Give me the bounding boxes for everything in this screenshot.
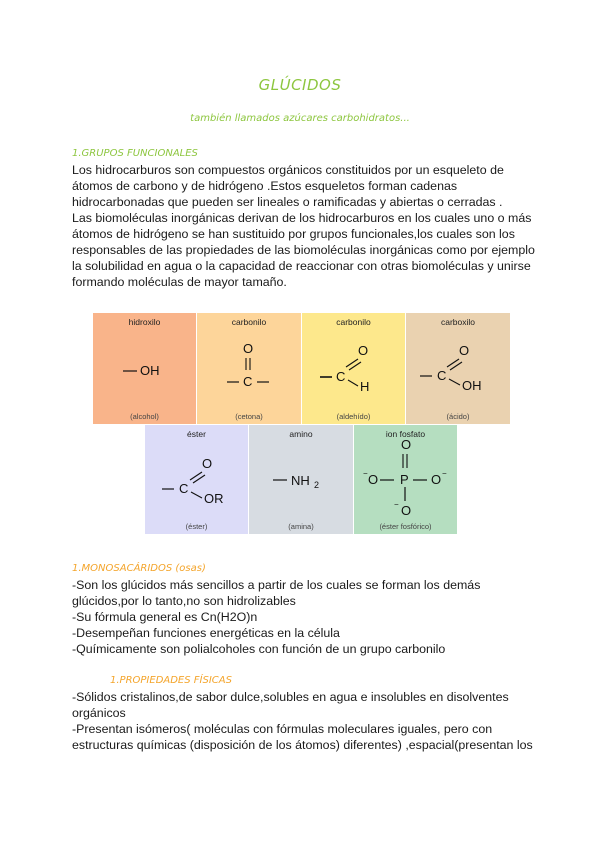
page-title: GLÚCIDOS	[258, 76, 342, 94]
svg-text:O: O	[202, 456, 213, 471]
group-caption: (amina)	[288, 522, 314, 531]
section-heading-propiedades: 1.PROPIEDADES FÍSICAS	[110, 675, 232, 686]
svg-text:O: O	[401, 437, 412, 452]
svg-text:O: O	[358, 343, 369, 358]
section-text-propiedades	[72, 689, 532, 753]
phosphate-structure	[354, 425, 457, 534]
svg-text:O: O	[401, 503, 412, 518]
group-hydroxyl	[93, 313, 196, 424]
svg-text:NH: NH	[291, 473, 310, 488]
group-caption: (éster)	[185, 522, 208, 531]
svg-text:OH: OH	[140, 363, 160, 378]
group-caption: (cetona)	[235, 412, 263, 421]
group-name: amino	[289, 429, 313, 439]
group-ketone	[197, 313, 301, 424]
text-line: estructuras químicas (disposición de los átomos) diferentes) ,espacial(presentan los	[72, 738, 533, 752]
section-heading-monosacaridos: 1.MONOSACÁRIDOS (osas)	[72, 563, 206, 574]
text-line: hidrocarbonadas que pueden ser lineales o ramificadas y abiertas o cerradas .	[72, 195, 503, 209]
text-line: -Presentan isómeros( moléculas con fórmulas moleculares iguales, pero con	[72, 722, 493, 736]
svg-text:O: O	[243, 341, 254, 356]
group-phosphate	[354, 425, 457, 534]
group-name: carbonilo	[336, 317, 371, 327]
section-heading-grupos: 1.GRUPOS FUNCIONALES	[72, 148, 198, 159]
section-text-monosacaridos	[72, 577, 532, 657]
group-name: carbonilo	[231, 317, 267, 327]
group-ester	[145, 425, 248, 534]
amino-structure	[249, 425, 353, 534]
text-line: orgánicos	[72, 706, 126, 720]
svg-text:P: P	[400, 472, 409, 487]
text-line: glúcidos,por lo tanto,no son hidrolizables	[72, 594, 296, 608]
svg-text:C: C	[437, 368, 447, 383]
text-line: -Su fórmula general es Cn(H2O)n	[72, 610, 258, 624]
svg-text:O: O	[459, 343, 470, 358]
ester-structure	[145, 425, 248, 534]
ketone-structure	[197, 313, 301, 424]
aldehyde-structure	[302, 313, 405, 424]
text-line: -Desempeñan funciones energéticas en la célula	[72, 626, 340, 640]
svg-text:C: C	[336, 369, 346, 384]
text-line: Los hidrocarburos son compuestos orgánicos constituidos por un esqueleto de	[72, 163, 504, 177]
svg-text:−: −	[394, 500, 399, 509]
text-line: -Son los glúcidos más sencillos a partir de los cuales se forman los demás	[72, 578, 481, 592]
group-caption: (ácido)	[446, 412, 470, 421]
svg-text:O: O	[368, 472, 379, 487]
text-line: formando moléculas de mayor tamaño.	[72, 275, 287, 289]
svg-text:O: O	[431, 472, 442, 487]
svg-text:C: C	[243, 374, 253, 389]
group-name: carboxilo	[440, 317, 476, 327]
svg-text:OR: OR	[204, 491, 224, 506]
svg-text:2: 2	[314, 480, 320, 490]
group-amino	[249, 425, 353, 534]
text-line: Las biomoléculas inorgánicas derivan de los hidrocarburos en los cuales uno o más	[72, 211, 532, 225]
carboxyl-structure	[406, 313, 510, 424]
group-name: hidroxilo	[128, 317, 161, 327]
group-caption: (éster fosfórico)	[379, 522, 432, 531]
group-name: ion fosfato	[385, 429, 426, 439]
svg-text:C: C	[179, 481, 189, 496]
text-line: átomos de carbono y de hidrógeno .Estos esqueletos forman cadenas	[72, 179, 458, 193]
svg-text:−: −	[442, 469, 447, 478]
svg-text:−: −	[363, 469, 368, 478]
text-line: la solubilidad en agua o la capacidad de reaccionar con otras biomoléculas y unirse	[72, 259, 531, 273]
hydroxyl-structure	[93, 313, 196, 424]
text-line: -Sólidos cristalinos,de sabor dulce,solubles en agua e insolubles en disolventes	[72, 690, 509, 704]
svg-text:H: H	[360, 379, 370, 394]
text-line: responsables de las propiedades de las biomoléculas inorgánicas como por ejemplo	[72, 243, 535, 257]
group-aldehyde	[302, 313, 405, 424]
text-line: -Químicamente son polialcoholes con función de un grupo carbonilo	[72, 642, 446, 656]
group-caption: (aldehído)	[336, 412, 371, 421]
svg-text:OH: OH	[462, 378, 482, 393]
group-name: éster	[187, 429, 206, 439]
text-line: átomos de hidrógeno se han sustituido por grupos funcionales,los cuales son los	[72, 227, 515, 241]
group-caption: (alcohol)	[130, 412, 159, 421]
group-carboxyl	[406, 313, 510, 424]
section-text-grupos	[72, 162, 535, 290]
page-subtitle: también llamados azúcares carbohidratos...	[190, 113, 410, 124]
